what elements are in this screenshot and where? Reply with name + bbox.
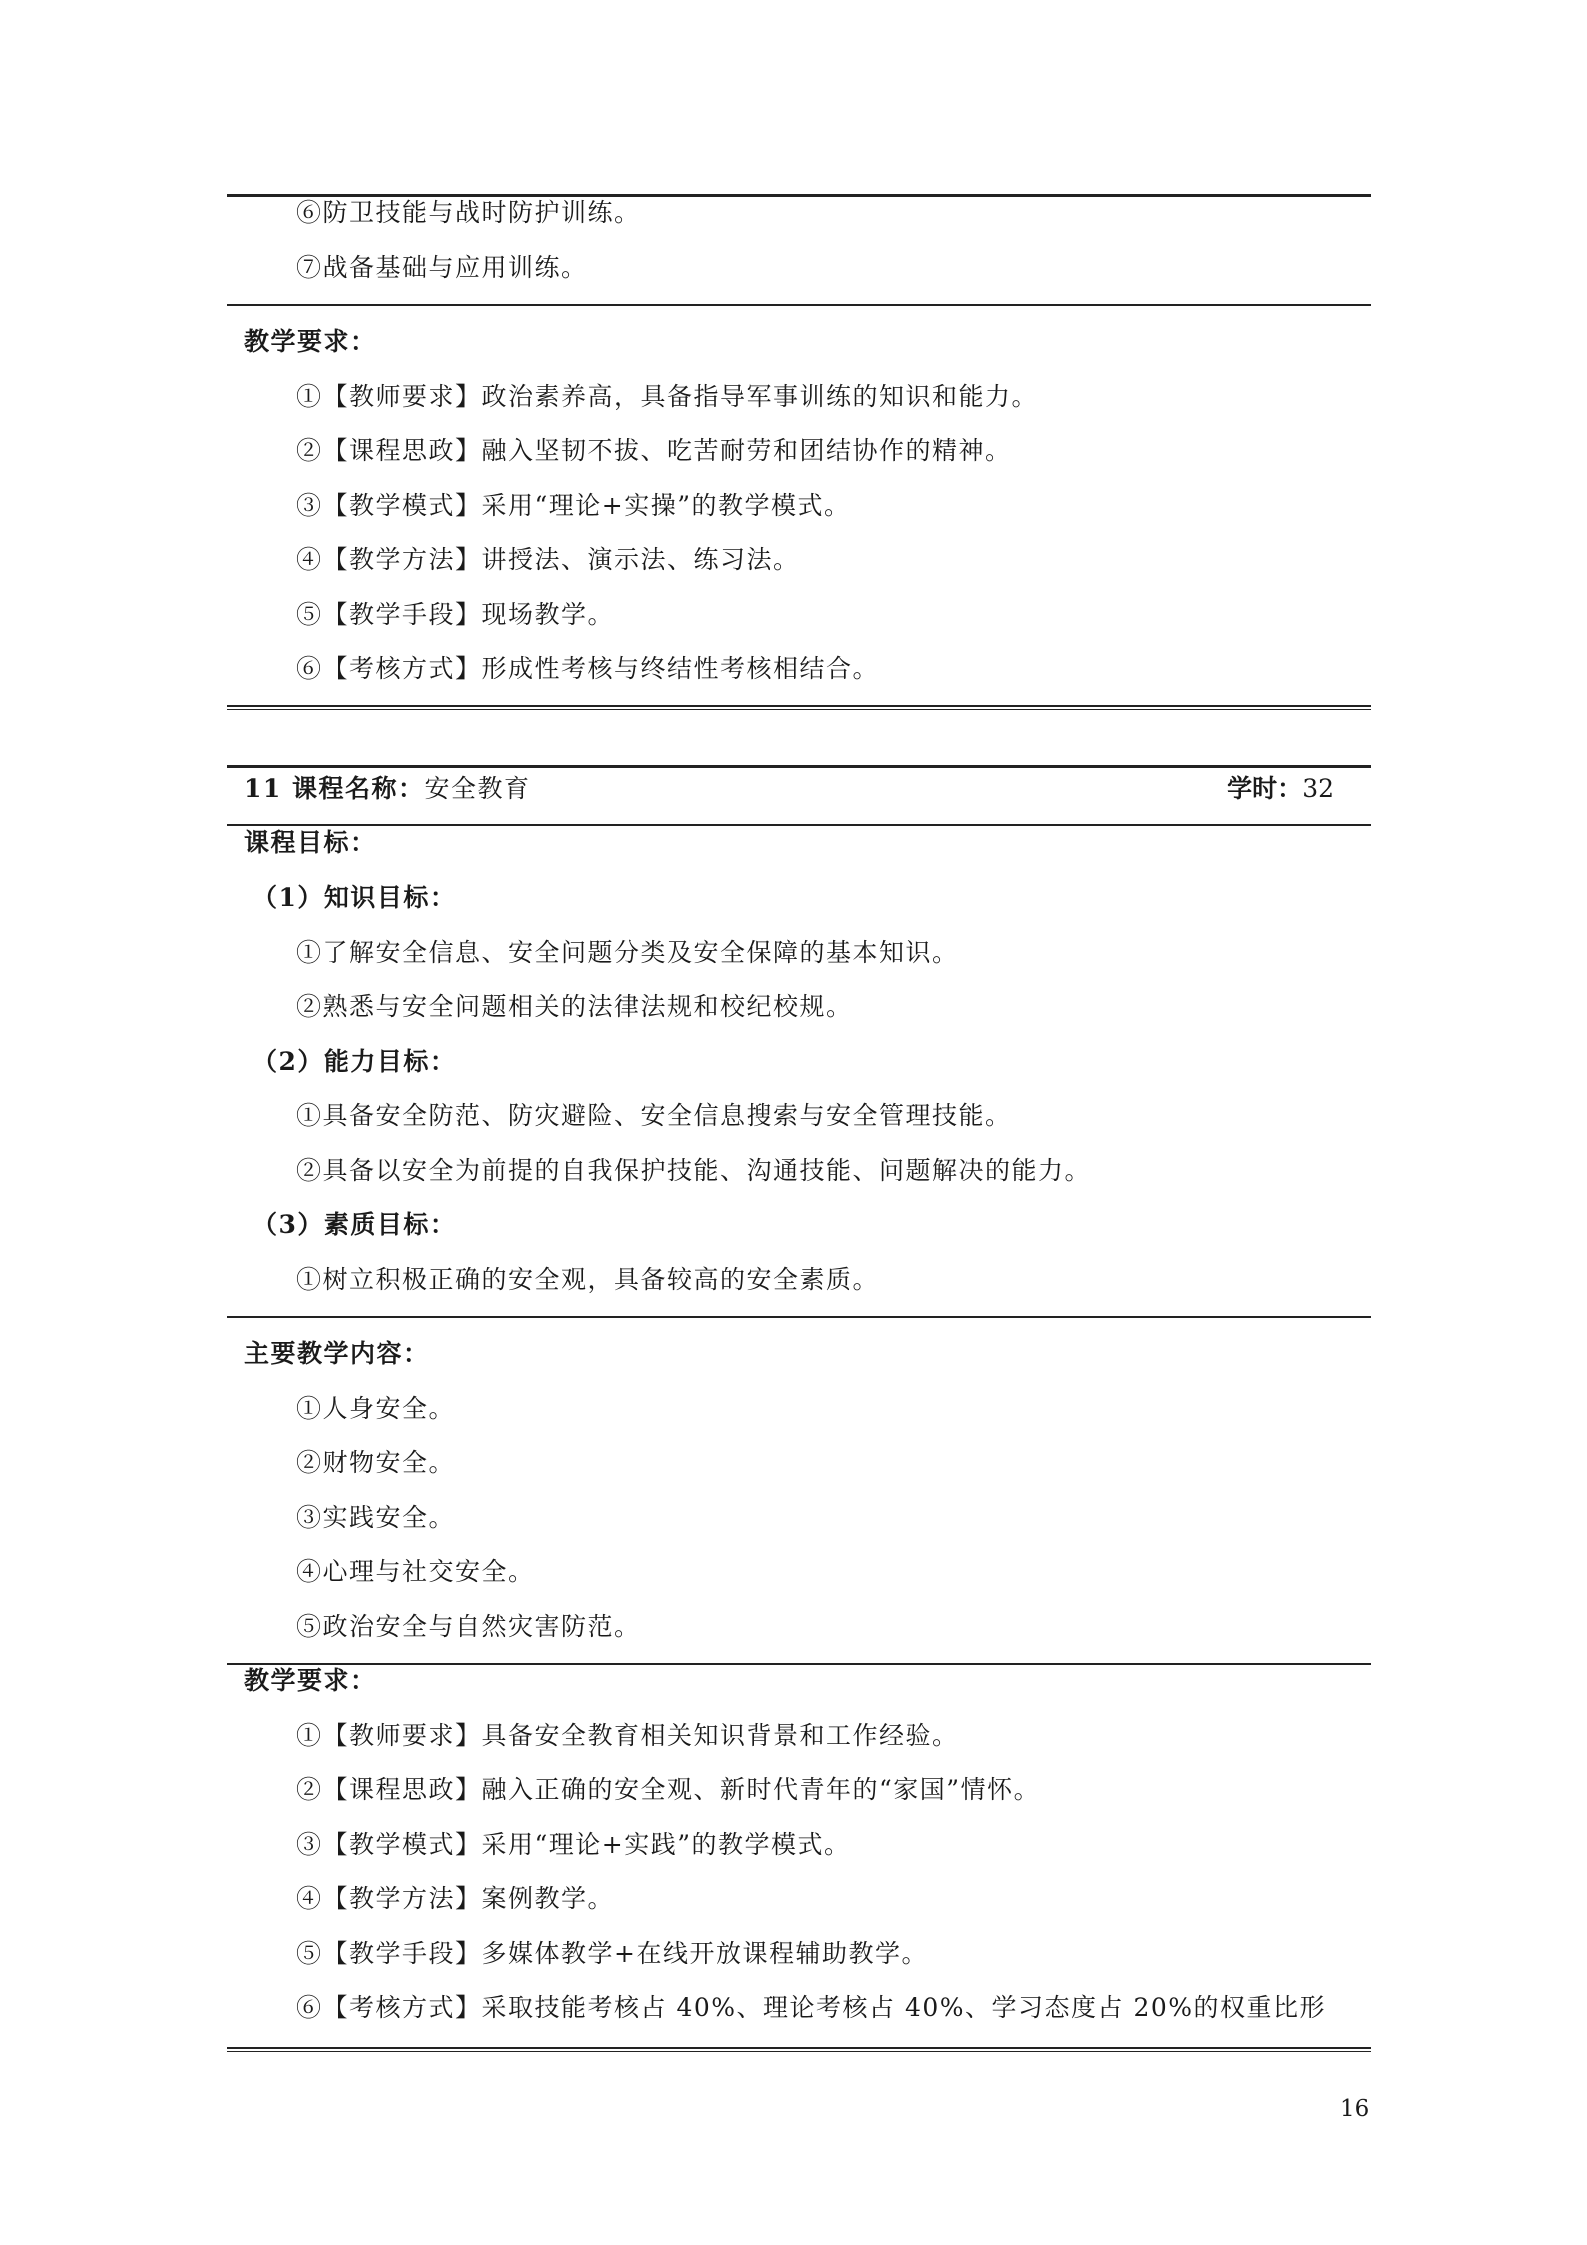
requirement-item: ②【课程思政】融入坚韧不拔、吃苦耐劳和团结协作的精神。: [296, 436, 1012, 465]
table-rule: [227, 304, 1371, 306]
knowledge-item: ②熟悉与安全问题相关的法律法规和校纪校规。: [296, 992, 853, 1021]
objectives-heading: 课程目标：: [244, 828, 377, 857]
page-number: 16: [1340, 2096, 1370, 2122]
content-item: ④心理与社交安全。: [296, 1557, 535, 1586]
requirement-item: ⑥【考核方式】采取技能考核占 40%、理论考核占 40%、学习态度占 20%的权重比形: [296, 1993, 1327, 2022]
course-name-label: 11 课程名称：: [244, 774, 425, 803]
requirement-item: ④【教学方法】讲授法、演示法、练习法。: [296, 545, 800, 574]
content-item: ③实践安全。: [296, 1503, 456, 1532]
content-item: ⑦战备基础与应用训练。: [296, 253, 588, 282]
requirement-item: ①【教师要求】政治素养高，具备指导军事训练的知识和能力。: [296, 382, 1039, 411]
requirements-heading: 教学要求：: [244, 1666, 377, 1695]
table-rule: [227, 1316, 1371, 1318]
knowledge-heading: （1）知识目标：: [252, 883, 457, 912]
course-hours-label: 学时：: [1227, 774, 1303, 803]
table-rule-bottom: [227, 705, 1371, 710]
requirement-item: ①【教师要求】具备安全教育相关知识背景和工作经验。: [296, 1721, 959, 1750]
course-title-row: [244, 773, 531, 805]
requirement-item: ⑥【考核方式】形成性考核与终结性考核相结合。: [296, 654, 880, 683]
content-item: ⑤政治安全与自然灾害防范。: [296, 1612, 641, 1641]
knowledge-item: ①了解安全信息、安全问题分类及安全保障的基本知识。: [296, 938, 959, 967]
table-rule: [227, 1663, 1371, 1665]
requirement-item: ②【课程思政】融入正确的安全观、新时代青年的“家国”情怀。: [296, 1775, 1041, 1804]
requirement-item: ⑤【教学手段】现场教学。: [296, 600, 615, 629]
course-name: 安全教育: [424, 774, 531, 803]
requirement-item: ③【教学模式】采用“理论+实践”的教学模式。: [296, 1830, 851, 1859]
quality-heading: （3）素质目标：: [252, 1210, 457, 1239]
content-item: ①人身安全。: [296, 1394, 456, 1423]
table-rule: [227, 824, 1371, 826]
table-rule-bottom: [227, 2047, 1371, 2052]
requirement-item: ③【教学模式】采用“理论+实操”的教学模式。: [296, 491, 851, 520]
ability-item: ②具备以安全为前提的自我保护技能、沟通技能、问题解决的能力。: [296, 1156, 1092, 1185]
requirement-item: ⑤【教学手段】多媒体教学+在线开放课程辅助教学。: [296, 1939, 928, 1968]
ability-heading: （2）能力目标：: [252, 1047, 457, 1076]
content-item: ⑥防卫技能与战时防护训练。: [296, 198, 641, 227]
ability-item: ①具备安全防范、防灾避险、安全信息搜索与安全管理技能。: [296, 1101, 1012, 1130]
requirement-item: ④【教学方法】案例教学。: [296, 1884, 615, 1913]
content-heading: 主要教学内容：: [244, 1339, 430, 1368]
quality-item: ①树立积极正确的安全观，具备较高的安全素质。: [296, 1265, 880, 1294]
course-hours-value: 32: [1302, 774, 1334, 803]
table-rule-top: [227, 765, 1371, 768]
content-item: ②财物安全。: [296, 1448, 456, 1477]
requirements-heading: 教学要求：: [244, 327, 377, 356]
course-hours: [1227, 773, 1334, 805]
